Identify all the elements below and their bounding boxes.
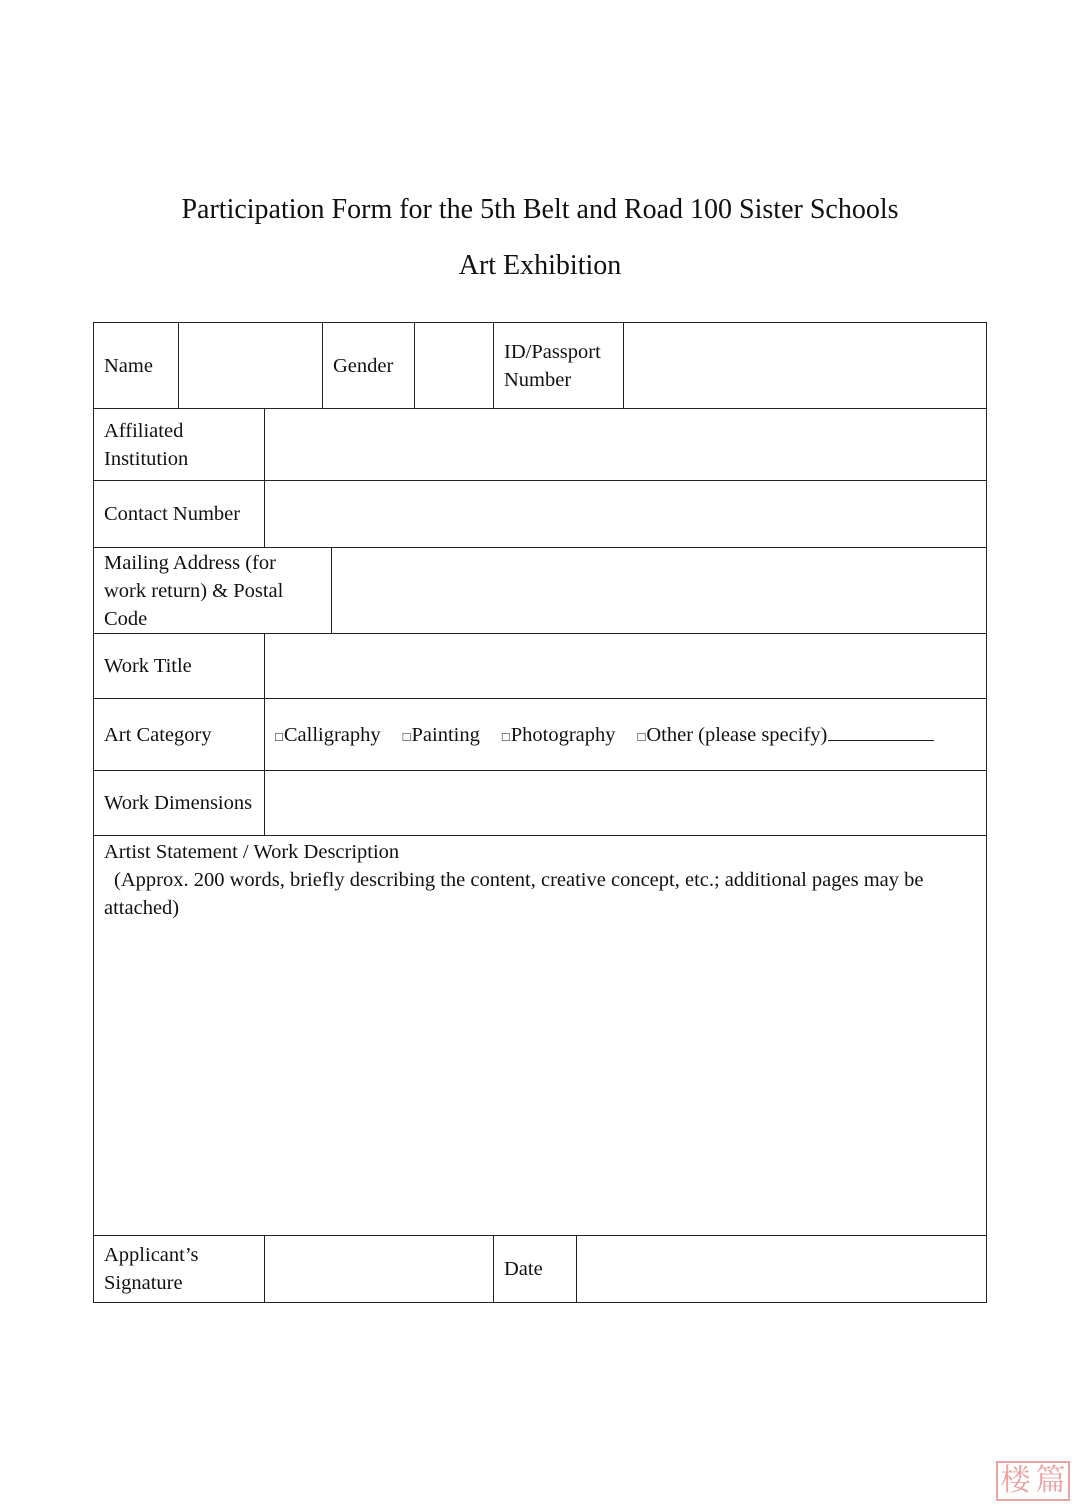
name-label: Name [104,355,153,377]
art-category-options [265,699,986,771]
table-border-bottom [94,1302,987,1303]
checkbox-icon: □ [637,728,646,744]
contact-label: Contact Number [104,503,241,525]
photography-checkbox[interactable] [502,724,616,747]
checkbox-icon: □ [501,728,510,744]
work-title-field[interactable] [265,634,986,698]
painting-option-label: Painting [411,723,480,746]
photography-option-label: Photography [510,723,616,746]
artist-statement-heading: Artist Statement / Work Description [104,841,400,863]
checkbox-icon: □ [275,728,283,744]
checkbox-icon: □ [402,728,411,744]
calligraphy-option-label: Calligraphy [283,723,381,746]
gender-field[interactable] [415,323,493,409]
work-dimensions-label: Work Dimensions [104,792,253,814]
form-title-line-2: Art Exhibition [458,250,622,281]
other-specify-line[interactable] [828,724,934,741]
work-dimensions-field[interactable] [265,771,986,835]
seal-glyph: 篇 [1035,1463,1066,1498]
other-checkbox[interactable] [638,724,935,747]
other-option-label: Other (please specify) [646,723,828,746]
artist-statement-field[interactable] [94,925,986,1235]
contact-field[interactable] [265,481,986,547]
artist-statement-block [94,838,986,922]
row-divider [94,835,987,836]
table-border-right [986,322,987,1303]
name-field[interactable] [179,323,322,409]
painting-checkbox[interactable] [403,724,480,747]
watermark-seal [996,1461,1070,1501]
form-title-line-1: Participation Form for the 5th Belt and Road 100 Sister Schools [181,194,899,225]
mailing-address-label: Mailing Address (for work return) & Postal Code [104,551,284,630]
seal-glyph: 楼 [1000,1463,1031,1498]
date-field[interactable] [577,1236,986,1302]
work-title-label: Work Title [104,655,192,677]
date-label: Date [504,1258,543,1280]
signature-field[interactable] [265,1236,493,1302]
id-passport-field[interactable] [624,323,986,409]
calligraphy-checkbox[interactable] [275,724,381,747]
institution-field[interactable] [265,409,986,480]
art-category-label: Art Category [104,723,212,746]
artist-statement-note: (Approx. 200 words, briefly describing the content, creative concept, etc.; additional pages may be attached) [104,869,924,919]
gender-label: Gender [333,355,394,377]
institution-label: Affiliated Institution [104,419,189,470]
id-passport-label: ID/Passport Number [504,341,601,391]
mailing-address-field[interactable] [332,548,986,633]
signature-label: Applicant’s Signature [104,1244,199,1294]
